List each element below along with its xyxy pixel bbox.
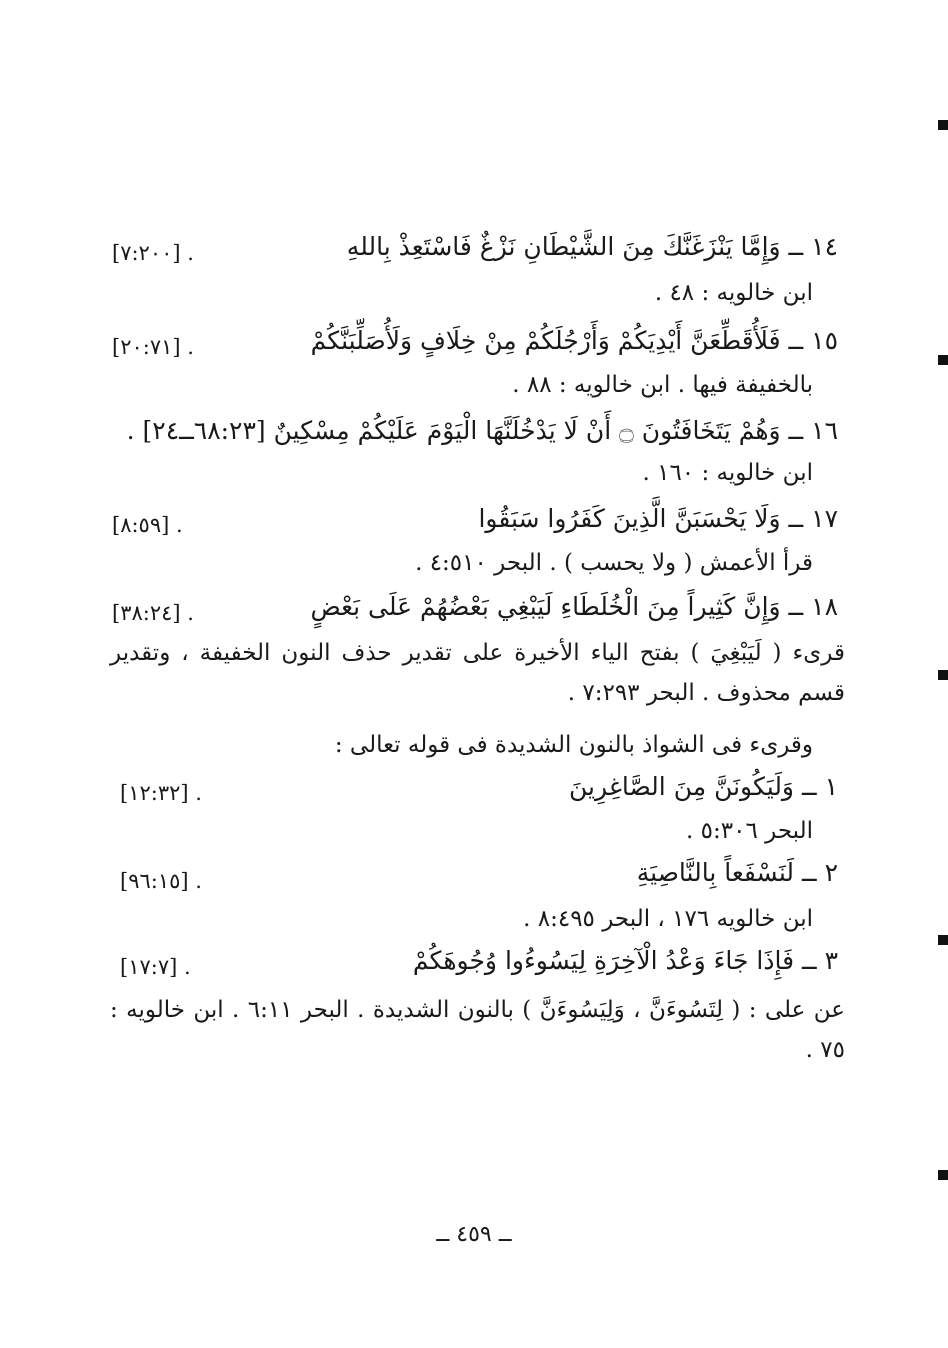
note-18: قرىء ( لَيَبْغِيَ ) بفتح الياء الأخيرة على تقدير حذف النون الخفيفة ، وتقدير قسم محذوف . البحر ٧:٢٩٣ . [110, 640, 845, 706]
verse-s1: ١ ــ وَلَيَكُونَنَّ مِنَ الصَّاغِرِينَ [569, 772, 838, 801]
margin-mark [938, 935, 948, 945]
ref-15: [٢٠:٧١] . [112, 335, 194, 359]
margin-mark [938, 1170, 948, 1180]
margin-mark [938, 120, 948, 130]
verse-17: ١٧ ــ وَلَا يَحْسَبَنَّ الَّذِينَ كَفَرُوا سَبَقُوا [478, 504, 838, 533]
ref-17: [٨:٥٩] . [112, 513, 183, 537]
verse-s3: ٣ ــ فَإِذَا جَاءَ وَعْدُ الْآخِرَةِ لِيَسُوءُوا وُجُوهَكُمْ [412, 946, 838, 975]
verse-15: ١٥ ــ فَلَأُقَطِّعَنَّ أَيْدِيَكُمْ وَأَرْجُلَكُمْ مِنْ خِلَافٍ وَلَأُصَلِّبَنَّكُمْ [310, 326, 838, 355]
note-15: بالخفيفة فيها . ابن خالويه : ٨٨ . [512, 372, 813, 398]
margin-mark [938, 670, 948, 680]
note-16: ابن خالويه : ١٦٠ . [642, 460, 813, 486]
note-s1: البحر ٥:٣٠٦ . [686, 818, 813, 844]
page-number: ــ ٤٥٩ ــ [436, 1222, 512, 1247]
note-17: قرأ الأعمش ( ولا يحسب ) . البحر ٤:٥١٠ . [415, 550, 813, 576]
ref-s1: [١٢:٣٢] . [120, 781, 202, 805]
ref-s2: [٩٦:١٥] . [120, 869, 202, 893]
ref-s3: [١٧:٧] . [120, 955, 191, 979]
verse-18: ١٨ ــ وَإِنَّ كَثِيراً مِنَ الْخُلَطَاءِ لَيَبْغِي بَعْضُهُمْ عَلَى بَعْضٍ [310, 592, 838, 621]
verse-14: ١٤ ــ وَإِمَّا يَنْزَغَنَّكَ مِنَ الشَّيْطَانِ نَزْغٌ فَاسْتَعِذْ بِاللهِ [346, 232, 838, 261]
margin-mark [938, 355, 948, 365]
shawadh-intro: وقرىء فى الشواذ بالنون الشديدة فى قوله تعالى : [334, 732, 813, 758]
ref-14: [٧:٢٠٠] . [112, 241, 194, 265]
verse-16: ١٦ ــ وَهُمْ يَتَخَافَتُونَ ۝ أَنْ لَا يَدْخُلَنَّهَا الْيَوْمَ عَلَيْكُمْ مِسْكِينٌ [٦٨:٢٣ــ٢٤] . [126, 416, 838, 445]
note-14: ابن خالويه : ٤٨ . [654, 280, 813, 306]
note-s2: ابن خالويه ١٧٦ ، البحر ٨:٤٩٥ . [523, 906, 813, 932]
verse-s2: ٢ ــ لَنَسْفَعاً بِالنَّاصِيَةِ [636, 858, 838, 887]
note-s3: عن على : ( لِتَسُوءَنَّ ، وَلِيَسُوءَنَّ ) بالنون الشديدة . البحر ٦:١١ . ابن خالويه : ٧٥ . [110, 997, 846, 1063]
ref-18: [٣٨:٢٤] . [112, 601, 194, 625]
